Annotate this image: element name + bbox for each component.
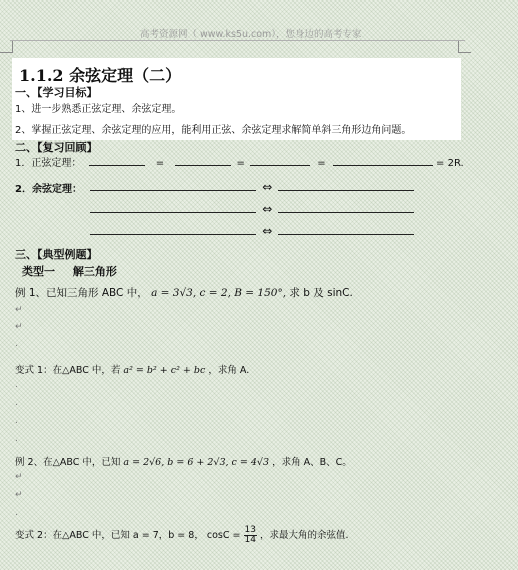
fraction-denominator: 14 — [244, 535, 256, 545]
paragraph-mark: . — [15, 416, 18, 426]
cosine-law-row-3 — [90, 224, 414, 238]
section2-heading: 二、【复习回顾】 — [15, 141, 98, 154]
header-rule — [10, 40, 465, 41]
variant-2-suffix: ，求最大角的余弦值. — [260, 530, 349, 541]
variant-1-suffix: ，求角 A. — [208, 365, 250, 376]
example-1-prefix: 例 1、已知三角形 ABC 中， — [15, 287, 148, 299]
header-watermark: 高考资源网（ www.ks5u.com），您身边的高考专家 — [140, 29, 362, 40]
objective-item-2: 2、掌握正弦定理、余弦定理的应用，能利用正弦、余弦定理求解简单斜三角形边角问题。 — [15, 125, 412, 136]
cosine-law-blank-2a[interactable] — [90, 202, 256, 213]
example-1 — [15, 285, 353, 300]
objective-item-1: 1、进一步熟悉正弦定理、余弦定理。 — [15, 104, 182, 115]
paragraph-mark: ↵ — [15, 305, 23, 315]
section3-heading: 三、【典型例题】 — [15, 248, 98, 261]
cosine-law-row-1 — [90, 180, 414, 194]
cosine-law-label: 2．余弦定理： — [15, 184, 82, 195]
equivalence-arrow-icon: ⇔ — [262, 202, 273, 216]
cosine-law-blank-1a[interactable] — [90, 180, 256, 191]
example-2-prefix: 例 2、在△ABC 中，已知 — [15, 457, 121, 468]
type1-label: 类型一 — [22, 265, 55, 278]
variant-2 — [15, 526, 349, 545]
example-1-math: a = 3√3, c = 2, B = 150°, — [151, 287, 287, 299]
cosine-law-blank-2b[interactable] — [278, 202, 414, 213]
cosine-law-blank-3b[interactable] — [278, 224, 414, 235]
equivalence-arrow-icon: ⇔ — [262, 224, 273, 238]
sine-law-blank-1[interactable] — [89, 155, 145, 166]
paragraph-mark: ↵ — [15, 322, 23, 332]
cosine-law-blank-3a[interactable] — [90, 224, 256, 235]
variant-2-cos: cosC = — [206, 530, 241, 541]
type1-name: 解三角形 — [72, 265, 117, 278]
sine-law-tail: = 2R. — [436, 158, 464, 169]
sine-law-equals-1: = — [155, 158, 165, 169]
crop-mark-top-right — [458, 40, 471, 53]
example-1-suffix: 求 b 及 sinC. — [289, 287, 353, 299]
example-2-suffix: ，求角 A、B、C。 — [272, 457, 352, 468]
paragraph-mark: . — [15, 434, 18, 444]
sine-law-blank-3[interactable] — [250, 155, 310, 166]
paragraph-mark: . — [15, 398, 18, 408]
paragraph-mark: ↵ — [15, 490, 23, 500]
sine-law-equals-3: = — [317, 158, 326, 169]
example-2 — [15, 454, 352, 468]
cosine-law-row-2 — [90, 202, 414, 216]
type1-heading — [22, 263, 117, 279]
crop-mark-top-left — [0, 40, 13, 53]
sine-law-label: 1．正弦定理： — [15, 158, 82, 169]
paragraph-mark: . — [15, 508, 18, 518]
sine-law-line — [15, 154, 464, 169]
variant-1 — [15, 362, 249, 376]
variant-1-math: a² = b² + c² + bc — [123, 365, 206, 376]
sine-law-blank-4[interactable] — [333, 155, 433, 166]
variant-1-prefix: 变式 1：在△ABC 中，若 — [15, 365, 121, 376]
sine-law-blank-2[interactable] — [175, 155, 231, 166]
fraction-numerator: 13 — [244, 525, 256, 535]
cosine-law-blank-1b[interactable] — [278, 180, 414, 191]
variant-2-fraction — [244, 526, 257, 545]
page-title: 1.1.2 余弦定理（二） — [19, 66, 182, 85]
equivalence-arrow-icon: ⇔ — [262, 180, 273, 194]
paragraph-mark: . — [15, 380, 18, 390]
section1-heading: 一、【学习目标】 — [15, 86, 98, 99]
variant-2-prefix: 变式 2：在△ABC 中，已知 a = 7，b = 8， — [15, 530, 204, 541]
paragraph-mark: . — [15, 339, 18, 349]
example-2-math: a = 2√6, b = 6 + 2√3, c = 4√3 — [123, 457, 270, 468]
sine-law-equals-2: = — [236, 158, 245, 169]
paragraph-mark: ↵ — [15, 472, 23, 482]
